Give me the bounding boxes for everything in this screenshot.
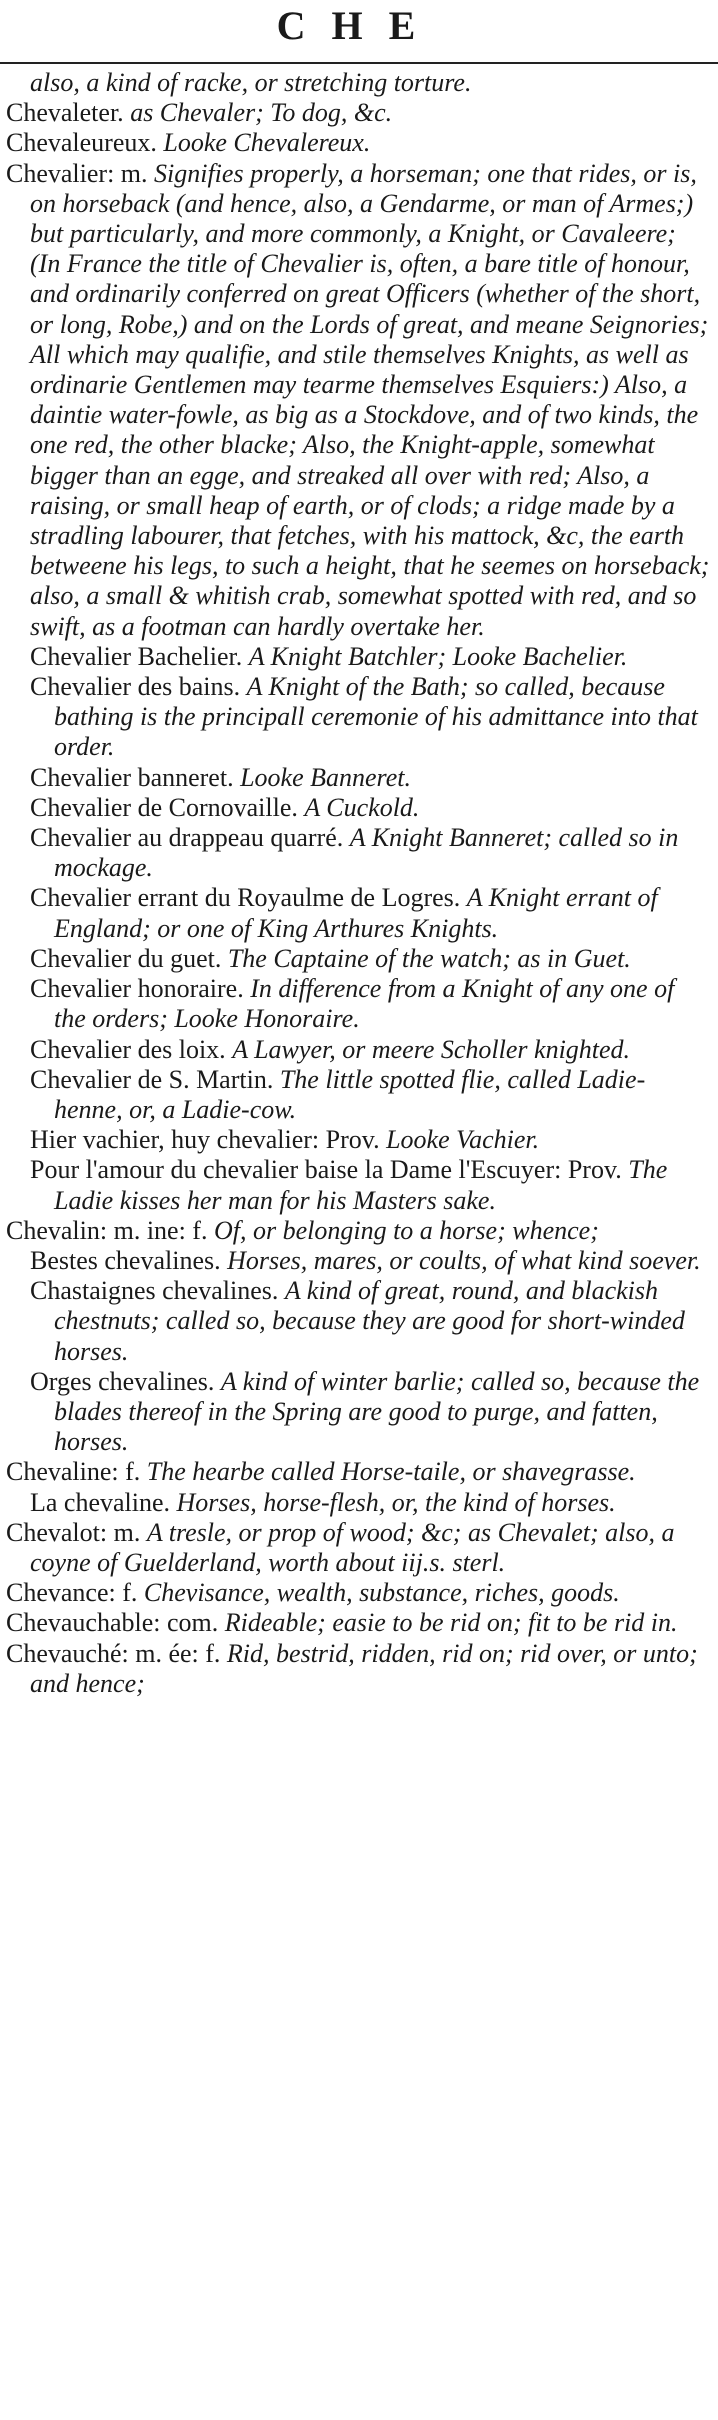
dictionary-entry [6,68,712,98]
header-rule [0,62,718,64]
entry-headword: Chevalier Bachelier. [30,641,243,671]
dictionary-entry [6,793,712,823]
entry-gloss: Looke Chevalereux. [163,128,371,158]
entry-headword: Chevalier des loix. [30,1034,226,1064]
dictionary-entry [6,642,712,672]
dictionary-entry [6,1246,712,1276]
entry-gloss: A Knight Batchler; Looke Bachelier. [248,641,628,671]
dictionary-entry [6,128,712,158]
dictionary-entry [6,1578,712,1608]
dictionary-entry [6,1488,712,1518]
dictionary-entry [6,672,712,763]
dictionary-entry [6,1216,712,1246]
entry-gloss: Rideable; easie to be rid on; fit to be rid in. [224,1608,678,1638]
entry-gloss: Looke Vachier. [386,1125,540,1155]
entry-headword: Chevaleureux. [6,128,157,158]
entry-gloss: A Cuckold. [304,792,420,822]
entry-headword: Chevalier: m. [6,158,148,188]
entry-headword: Chevauché: m. ée: f. [6,1638,221,1668]
entry-headword: Pour l'amour du chevalier baise la Dame l'Escuyer: Prov. [30,1155,622,1185]
dictionary-entry [6,883,712,943]
entry-headword: Chevalier banneret. [30,762,234,792]
dictionary-entry [6,1125,712,1155]
entry-gloss: In difference from a Knight of any one of the orders; Looke Honoraire. [54,974,675,1034]
dictionary-entry [6,1035,712,1065]
entry-gloss: A Lawyer, or meere Scholler knighted. [232,1034,631,1064]
entry-headword: Chevalier errant du Royaulme de Logres. [30,883,461,913]
entry-gloss: Horses, horse-flesh, or, the kind of horses. [176,1487,616,1517]
entry-headword: Chevalier de Cornovaille. [30,792,298,822]
running-head: CHE [276,3,442,48]
entry-gloss: The Captaine of the watch; as in Guet. [227,943,631,973]
entry-headword: Chevaleter. [6,98,124,128]
entries-column [6,68,712,1699]
dictionary-entry [6,763,712,793]
entry-headword: Chevalier honoraire. [30,974,244,1004]
dictionary-entry [6,1457,712,1487]
dictionary-entry [6,974,712,1034]
entry-headword: Chevalier au drappeau quarré. [30,823,344,853]
entry-gloss: A tresle, or prop of wood; &c; as Chevalet; also, a coyne of Guelderland, worth about iij.s. sterl. [30,1517,675,1577]
dictionary-entry [6,1276,712,1367]
entry-gloss: Chevisance, wealth, substance, riches, goods. [143,1578,620,1608]
dictionary-entry [6,1065,712,1125]
entry-headword: La chevaline. [30,1487,171,1517]
entry-gloss: A kind of winter barlie; called so, because the blades thereof in the Spring are good to purge, and fatten, horses. [54,1366,700,1457]
entry-gloss: A Knight Banneret; called so in mockage. [54,823,679,883]
entry-headword: Bestes chevalines. [30,1245,221,1275]
entry-headword: Orges chevalines. [30,1366,215,1396]
entry-gloss: A kind of great, round, and blackish chestnuts; called so, because they are good for short-winded horses. [54,1276,685,1366]
entry-headword: Chevalier de S. Martin. [30,1064,274,1094]
entry-headword: Chevauchable: com. [6,1608,219,1638]
dictionary-entry [6,1608,712,1638]
entry-gloss: Rid, bestrid, ridden, rid on; rid over, or unto; and hence; [30,1638,698,1698]
entry-gloss: A Knight of the Bath; so called, because bathing is the principall ceremonie of his admittance into that order. [54,672,698,762]
dictionary-entry [6,159,712,642]
dictionary-entry [6,823,712,883]
entry-gloss: also, a kind of racke, or stretching torture. [30,68,472,97]
dictionary-entry [6,1518,712,1578]
dictionary-entry [6,1639,712,1699]
dictionary-entry [6,98,712,128]
entry-gloss: as Chevaler; To dog, &c. [130,98,393,128]
entry-gloss: The Ladie kisses her man for his Masters sake. [54,1155,668,1215]
entry-gloss: Of, or belonging to a horse; whence; [213,1215,599,1245]
entry-headword: Chevalier du guet. [30,943,222,973]
entry-headword: Chevalin: m. ine: f. [6,1215,208,1245]
entry-headword: Hier vachier, huy chevalier: Prov. [30,1125,380,1155]
entry-gloss: The hearbe called Horse-taile, or shavegrasse. [146,1457,636,1487]
dictionary-entry [6,1155,712,1215]
entry-headword: Chastaignes chevalines. [30,1276,279,1306]
entry-headword: Chevalot: m. [6,1517,141,1547]
dictionary-entry [6,944,712,974]
entry-headword: Chevaline: f. [6,1457,141,1487]
entry-headword: Chevalier des bains. [30,672,241,702]
entry-gloss: Horses, mares, or coults, of what kind soever. [227,1245,701,1275]
dictionary-entry [6,1367,712,1458]
entry-gloss: Looke Banneret. [240,762,411,792]
entry-gloss: A Knight errant of England; or one of King Arthures Knights. [54,883,658,943]
entry-headword: Chevance: f. [6,1578,138,1608]
entry-gloss: Signifies properly, a horseman; one that rides, or is, on horseback (and hence, also, a Gendarme, or man of Armes;) but particularly, and more commonly, a Knight, or Cavaleere; (In France the title of Chevalier is, often, a bare title of honour, and ordinarily conferred on great Officers (whether of the short, or long, Robe,) and on the Lords of great, and meane Seignories; All which may qualifie, and stile themselves Knights, as well as ordinarie Gentlemen may tearme themselves Esquiers:) Also, a daintie water-fowle, as big as a Stockdove, and of two kinds, the one red, the other blacke; Also, the Knight-apple, somewhat bigger than an egge, and streaked all over with red; Also, a raising, or small heap of earth, or of clods; a ridge made by a stradling labourer, that fetches, with his mattock, &c, the earth betweene his legs, to such a height, that he seemes on horseback; also, a small & whitish crab, somewhat spotted with red, and so swift, as a footman can hardly overtake her. [30,158,710,641]
entry-gloss: The little spotted flie, called Ladie-henne, or, a Ladie-cow. [54,1064,646,1124]
